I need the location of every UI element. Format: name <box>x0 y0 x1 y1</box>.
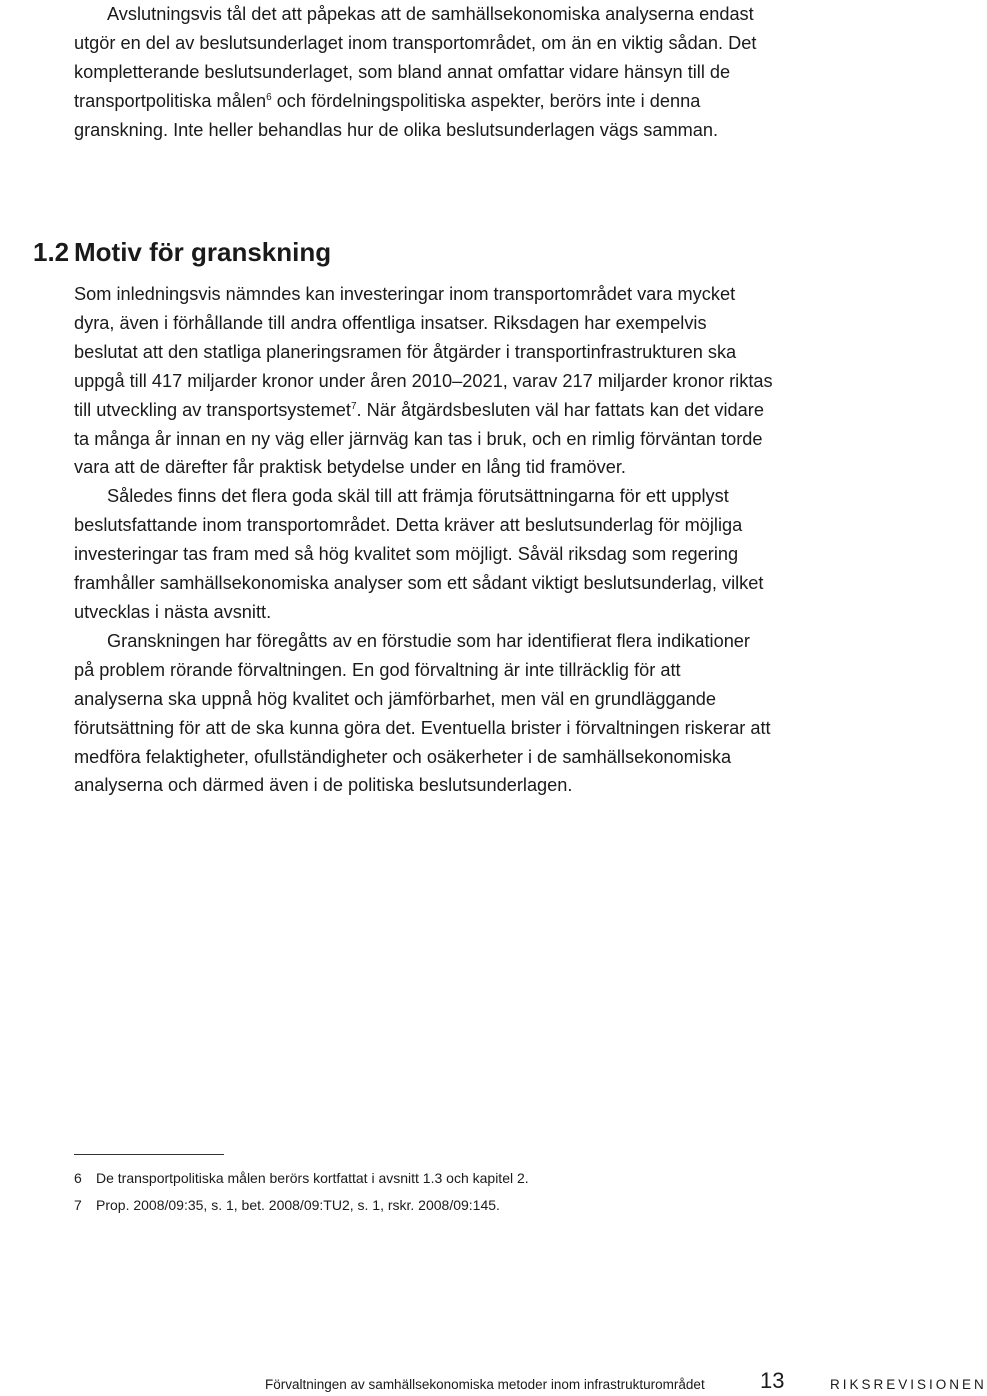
section-body <box>74 280 774 800</box>
page-number: 13 <box>760 1368 785 1393</box>
intro-block <box>74 0 774 145</box>
footnote-6 <box>74 1168 774 1188</box>
section-p1-text: Som inledningsvis nämndes kan investeringar inom transportområdet vara mycket dyra, även i förhållande till andra offentliga insatser. Riksdagen har exempelvis beslutat att den statliga planeringsramen för åtgärder i transportinfrastrukturen ska uppgå till 417 miljarder kronor under åren 2010–2021, varav 217 miljarder kronor riktas till utveckling av transportsystemet <box>74 284 773 420</box>
section-title: Motiv för granskning <box>74 237 332 267</box>
brand-logo-text: RIKSREVISIONEN <box>830 1377 987 1392</box>
section-number: 1.2 <box>33 237 70 267</box>
footer-document-title: Förvaltningen av samhällsekonomiska metoder inom infrastrukturområdet <box>265 1377 705 1392</box>
section-paragraph-3: Granskningen har föregåtts av en förstudie som har identifierat flera indikationer på problem rörande förvaltningen. En god förvaltning är inte tillräcklig för att analyserna ska uppnå hög kvalitet och jämförbarhet, men väl en grundläggande förutsättning för att de ska kunna göra det. Eventuella brister i förvaltningen riskerar att medföra felaktigheter, ofullständigheter och osäkerheter i de samhällsekonomiska analyserna och därmed även i de politiska beslutsunderlagen. <box>74 630 771 796</box>
section-p1-tail: . När åtgärdsbesluten väl har fattats kan det vidare ta många år innan en ny väg eller järnväg kan tas i bruk, och en rimlig förväntan torde vara att de därefter får praktisk betydelse under en lång tid framöver. <box>74 399 764 478</box>
footnote-ref-6[interactable]: 6 <box>266 91 272 103</box>
footnote-number: 7 <box>74 1197 82 1213</box>
footnote-number: 6 <box>74 1170 82 1186</box>
section-heading <box>33 234 773 270</box>
footnote-7 <box>74 1195 774 1215</box>
footnote-text: De transportpolitiska målen berörs kortfattat i avsnitt 1.3 och kapitel 2. <box>96 1170 529 1186</box>
intro-text: Avslutningsvis tål det att påpekas att de samhällsekonomiska analyserna endast utgör en del av beslutsunderlaget inom transportområdet, om än en viktig sådan. Det kompletterande beslutsunderlaget, som bland annat omfattar vidare hänsyn till de transportpolitiska målen <box>74 4 757 111</box>
section-paragraph-1 <box>74 280 774 482</box>
footnote-text: Prop. 2008/09:35, s. 1, bet. 2008/09:TU2, s. 1, rskr. 2008/09:145. <box>96 1197 500 1213</box>
page-footer <box>0 1368 987 1396</box>
intro-paragraph <box>74 0 774 145</box>
footnote-ref-7[interactable]: 7 <box>350 400 357 412</box>
footnote-separator <box>74 1154 224 1155</box>
section-paragraph-2: Således finns det flera goda skäl till att främja förutsättningarna för ett upplyst beslutsfattande inom transportområdet. Detta kräver att beslutsunderlag för möjliga investeringar tas fram med så hög kvalitet som möjligt. Såväl riksdag som regering framhåller samhällsekonomiska analyser som ett sådant viktigt beslutsunderlag, vilket utvecklas i nästa avsnitt. <box>74 486 764 622</box>
intro-text-tail: och fördelningspolitiska aspekter, berörs inte i denna granskning. Inte heller behandlas hur de olika beslutsunderlagen vägs samman. <box>74 90 719 140</box>
